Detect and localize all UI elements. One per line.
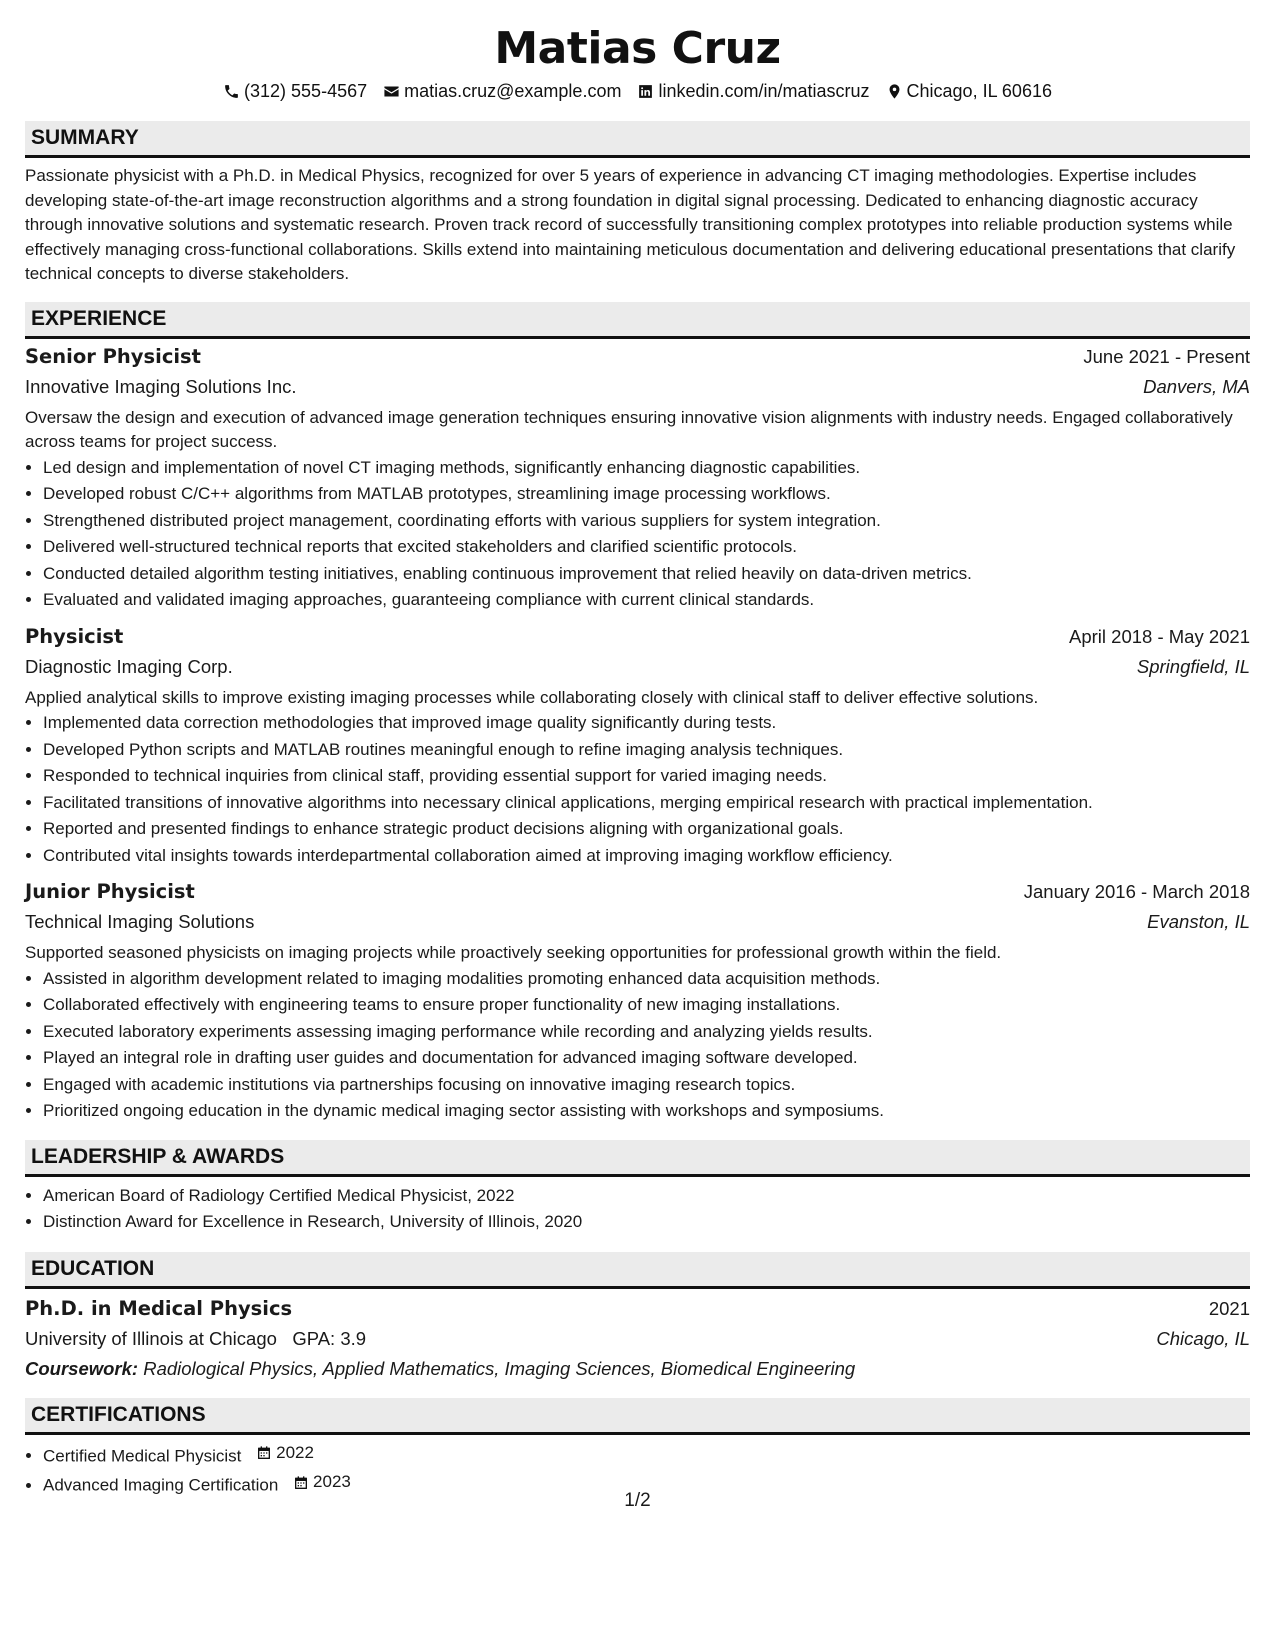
job-company: Innovative Imaging Solutions Inc. bbox=[25, 375, 297, 397]
certifications-heading: CERTIFICATIONS bbox=[25, 1398, 1250, 1435]
job-title: Junior Physicist bbox=[25, 880, 195, 903]
cert-name: Certified Medical Physicist bbox=[43, 1445, 242, 1465]
location-text: Chicago, IL 60616 bbox=[906, 81, 1052, 101]
job-bullets bbox=[25, 966, 1250, 1125]
list-item: • Responded to technical inquiries from clinical staff, providing essential support for varied imaging needs. bbox=[43, 763, 1250, 790]
contact-phone bbox=[223, 78, 367, 104]
list-item: • Led design and implementation of novel CT imaging methods, significantly enhancing diagnostic capabilities. bbox=[43, 455, 1250, 482]
linkedin-link[interactable]: linkedin.com/in/matiascruz bbox=[658, 81, 870, 101]
degree-year: 2021 bbox=[1208, 1297, 1250, 1319]
list-item: • Implemented data correction methodologies that improved image quality significantly during tests. bbox=[43, 710, 1250, 737]
list-item: • Evaluated and validated imaging approaches, guaranteeing compliance with current clinical standards. bbox=[43, 587, 1250, 614]
leadership-list bbox=[25, 1183, 1250, 1236]
list-item: • Conducted detailed algorithm testing initiatives, enabling continuous improvement that relied heavily on data-driven metrics. bbox=[43, 561, 1250, 588]
page-number: 1/2 bbox=[624, 1490, 651, 1511]
list-item: • Prioritized ongoing education in the dynamic medical imaging sector assisting with workshops and symposiums. bbox=[43, 1098, 1250, 1125]
phone-icon bbox=[223, 83, 240, 100]
school-name: University of Illinois at Chicago bbox=[25, 1327, 277, 1349]
job-title: Senior Physicist bbox=[25, 344, 201, 368]
education-entry bbox=[25, 1294, 1250, 1384]
cert-date bbox=[256, 1440, 314, 1467]
job-dates: April 2018 - May 2021 bbox=[1069, 625, 1250, 647]
list-item: • Engaged with academic institutions via partnerships focusing on innovative imaging research topics. bbox=[43, 1072, 1250, 1099]
list-item: • Assisted in algorithm development related to imaging modalities promoting enhanced data acquisition methods. bbox=[43, 966, 1250, 993]
list-item: • American Board of Radiology Certified Medical Physicist, 2022 bbox=[43, 1183, 1250, 1210]
cert-year: 2022 bbox=[276, 1442, 314, 1462]
contact-bar bbox=[25, 78, 1250, 104]
email-link[interactable]: matias.cruz@example.com bbox=[404, 81, 622, 101]
job-entry bbox=[25, 877, 1250, 1125]
list-item: • Developed robust C/C++ algorithms from MATLAB prototypes, streamlining image processing workflows. bbox=[43, 481, 1250, 508]
linkedin-icon bbox=[637, 83, 654, 100]
job-entry bbox=[25, 342, 1250, 614]
job-entry bbox=[25, 622, 1250, 870]
experience-heading: EXPERIENCE bbox=[25, 302, 1250, 339]
list-item: • Delivered well-structured technical reports that excited stakeholders and clarified scientific protocols. bbox=[43, 534, 1250, 561]
job-dates: January 2016 - March 2018 bbox=[1023, 881, 1250, 902]
contact-linkedin[interactable] bbox=[637, 78, 869, 104]
job-location: Springfield, IL bbox=[1136, 655, 1250, 677]
summary-heading: SUMMARY bbox=[25, 121, 1250, 158]
map-pin-icon bbox=[886, 83, 903, 100]
job-location: Evanston, IL bbox=[1147, 911, 1250, 932]
education-heading: EDUCATION bbox=[25, 1252, 1250, 1289]
job-description: Supported seasoned physicists on imaging projects while proactively seeking opportunities for professional growth within the field. bbox=[25, 943, 1002, 962]
job-location: Danvers, MA bbox=[1143, 375, 1250, 397]
job-description: Applied analytical skills to improve existing imaging processes while collaborating closely with clinical staff to deliver effective solutions. bbox=[25, 687, 1039, 707]
job-description: Oversaw the design and execution of advanced image generation techniques ensuring innovative vision alignments with industry needs. Engaged collaboratively across teams for project success. bbox=[25, 407, 1233, 451]
summary-text: Passionate physicist with a Ph.D. in Medical Physics, recognized for over 5 years of experience in advancing CT imaging methodologies. Expertise includes developing state-of-the-art image reconstruction algorithms and a strong foundation in digital signal processing. Dedicated to enhancing diagnostic accuracy through innovative solutions and systematic research. Proven track record of successfully transitioning complex prototypes into reliable production systems while effectively managing cross-functional collaborations. Skills extend into maintaining meticulous documentation and delivering educational presentations that clarify technical concepts to diverse stakeholders. bbox=[25, 166, 1236, 283]
phone-text: (312) 555-4567 bbox=[244, 81, 368, 101]
job-company: Technical Imaging Solutions bbox=[25, 911, 255, 932]
job-dates: June 2021 - Present bbox=[1083, 345, 1250, 367]
coursework-label: Coursework: bbox=[25, 1357, 139, 1379]
calendar-icon bbox=[293, 1475, 309, 1491]
degree-title: Ph.D. in Medical Physics bbox=[25, 1296, 293, 1320]
gpa: GPA: 3.9 bbox=[292, 1327, 367, 1349]
list-item: • Facilitated transitions of innovative algorithms into necessary clinical applications, merging empirical research with practical implementation. bbox=[43, 790, 1250, 817]
cert-year: 2023 bbox=[313, 1472, 351, 1492]
job-company: Diagnostic Imaging Corp. bbox=[25, 655, 233, 677]
cert-name: Advanced Imaging Certification bbox=[43, 1475, 279, 1495]
list-item: • Collaborated effectively with engineering teams to ensure proper functionality of new imaging installations. bbox=[43, 992, 1250, 1019]
list-item: • Reported and presented findings to enhance strategic product decisions aligning with organizational goals. bbox=[43, 816, 1250, 843]
calendar-icon bbox=[256, 1445, 272, 1461]
envelope-icon bbox=[383, 83, 400, 100]
contact-email[interactable] bbox=[383, 78, 621, 104]
coursework-line bbox=[25, 1354, 1250, 1384]
list-item bbox=[43, 1440, 1250, 1470]
leadership-heading: LEADERSHIP & AWARDS bbox=[25, 1140, 1250, 1177]
list-item: • Played an integral role in drafting user guides and documentation for advanced imaging software developed. bbox=[43, 1045, 1250, 1072]
list-item: • Strengthened distributed project management, coordinating efforts with various suppliers for system integration. bbox=[43, 508, 1250, 535]
school-location: Chicago, IL bbox=[1156, 1327, 1250, 1349]
candidate-name: Matias Cruz bbox=[494, 23, 781, 74]
job-title: Physicist bbox=[25, 624, 124, 648]
school-line bbox=[25, 1324, 366, 1354]
list-item: • Distinction Award for Excellence in Research, University of Illinois, 2020 bbox=[43, 1209, 1250, 1236]
job-bullets bbox=[25, 455, 1250, 614]
list-item: • Executed laboratory experiments assessing imaging performance while recording and analyzing yields results. bbox=[43, 1019, 1250, 1046]
contact-location bbox=[886, 78, 1052, 104]
list-item: • Contributed vital insights towards interdepartmental collaboration aimed at improving imaging workflow efficiency. bbox=[43, 843, 1250, 870]
list-item: • Developed Python scripts and MATLAB routines meaningful enough to refine imaging analysis techniques. bbox=[43, 737, 1250, 764]
job-bullets bbox=[25, 710, 1250, 869]
coursework-list: Radiological Physics, Applied Mathematics, Imaging Sciences, Biomedical Engineering bbox=[143, 1357, 856, 1379]
